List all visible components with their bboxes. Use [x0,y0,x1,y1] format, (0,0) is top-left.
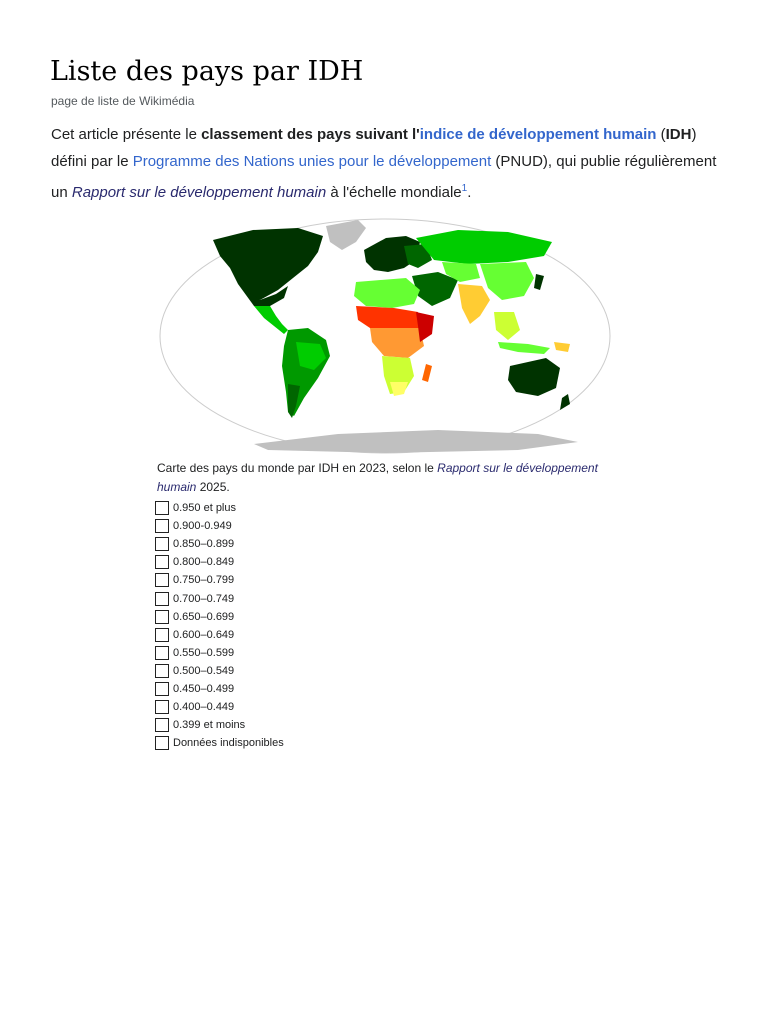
legend-label: 0.450–0.499 [173,682,235,695]
legend-label: 0.500–0.549 [173,664,235,677]
legend-item [155,517,284,535]
legend-swatch [155,682,169,696]
legend-item [155,571,284,589]
legend-swatch [155,592,169,606]
legend-label: 0.700–0.749 [173,592,235,605]
legend-item [155,499,284,517]
legend-swatch [155,537,169,551]
legend-item [155,553,284,571]
legend-swatch [155,555,169,569]
intro-text: ) défini par le [51,126,697,170]
reference-link[interactable]: 1 [461,183,468,194]
legend-label: 0.750–0.799 [173,574,235,587]
legend-swatch [155,700,169,714]
legend-swatch [155,718,169,732]
legend-label: 0.550–0.599 [173,646,235,659]
legend-item [155,608,284,626]
legend-label: 0.400–0.449 [173,701,235,714]
intro-bold-abbr: IDH [665,126,692,143]
legend-item [155,644,284,662]
legend-swatch [155,736,169,750]
legend-label: 0.900-0.949 [173,520,232,533]
intro-paragraph [51,121,721,206]
world-hdi-map[interactable] [158,216,612,456]
legend-item [155,680,284,698]
legend-swatch [155,519,169,533]
caption-text: Carte des pays du monde par IDH en 2023, selon le [157,461,438,475]
caption-italic-report: Rapport sur le développement humain [157,461,598,494]
legend-label: 0.850–0.899 [173,538,235,551]
legend-swatch [155,628,169,642]
legend-swatch [155,573,169,587]
map-legend [155,499,284,752]
legend-label: 0.800–0.849 [173,556,235,569]
legend-item [155,589,284,607]
page-subtitle: page de liste de Wikimédia [51,94,195,108]
legend-swatch [155,610,169,624]
link-hdi[interactable]: indice de développement humain [419,126,657,143]
intro-text: ( [656,126,666,143]
legend-label: 0.650–0.699 [173,610,235,623]
legend-swatch [155,501,169,515]
map-caption [157,459,607,497]
intro-text: (PNUD), qui publie régulièrement un [51,153,717,201]
intro-text: . [467,184,472,201]
legend-item [155,698,284,716]
legend-item [155,662,284,680]
legend-item [155,626,284,644]
intro-italic-report: Rapport sur le développement humain [71,184,327,201]
legend-label: 0.600–0.649 [173,628,235,641]
intro-bold-text: classement des pays suivant l' [201,126,420,143]
legend-label: 0.950 et plus [173,502,236,515]
intro-text: Cet article présente le [51,126,202,143]
legend-item [155,716,284,734]
legend-label: Données indisponibles [173,737,284,750]
intro-text: à l'échelle mondiale [326,184,462,201]
region-north-africa [354,278,420,308]
link-undp[interactable]: Programme des Nations unies pour le développement [132,153,492,170]
legend-item [155,734,284,752]
legend-label: 0.399 et moins [173,719,246,732]
page-title: Liste des pays par IDH [50,56,364,87]
legend-swatch [155,646,169,660]
legend-item [155,535,284,553]
caption-text: 2025. [196,480,230,494]
legend-swatch [155,664,169,678]
